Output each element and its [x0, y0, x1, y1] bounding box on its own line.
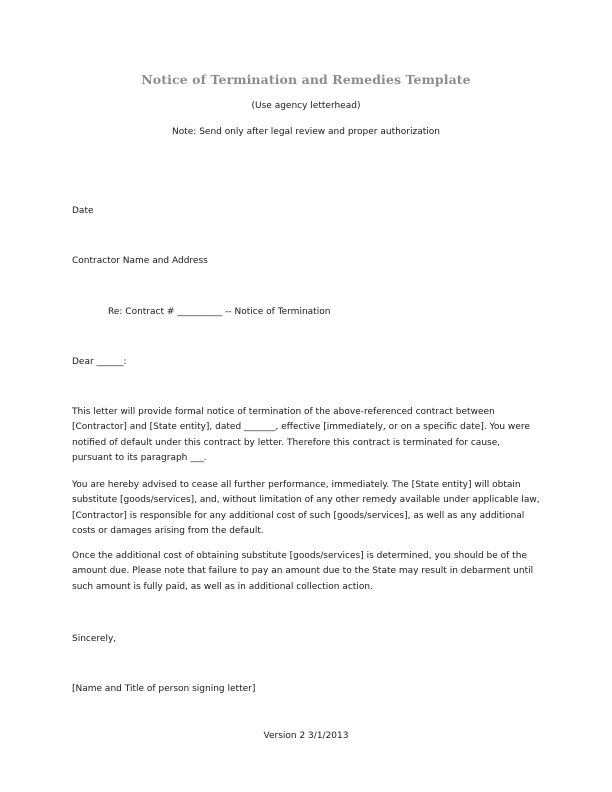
- termination-paragraph: [72, 405, 542, 466]
- paragraph-line: This letter will provide formal notice of termination of the above-referenced contract between: [72, 407, 495, 417]
- closing: Sincerely,: [72, 634, 117, 644]
- paragraph-line: costs or damages arising from the default.: [72, 525, 264, 536]
- signer-name-title: [Name and Title of person signing letter]: [72, 684, 256, 694]
- paragraph-line: substitute [goods/services], and, without limitation of any other remedy available under applicable law,: [72, 495, 540, 506]
- paragraph-line: such amount is fully paid, as well as in additional collection action.: [72, 581, 373, 592]
- paragraph-line: You are hereby advised to cease all further performance, immediately. The [State entity] will obtain: [72, 480, 521, 490]
- contractor-address-label: Contractor Name and Address: [72, 256, 208, 266]
- re-contract-line: Re: Contract # __________ -- Notice of Termination: [108, 307, 331, 317]
- paragraph-line: pursuant to its paragraph ___.: [72, 452, 207, 463]
- additional-cost-paragraph: [72, 549, 542, 595]
- letterhead-instruction: (Use agency letterhead): [251, 101, 361, 111]
- legal-review-note: Note: Send only after legal review and proper authorization: [172, 127, 440, 137]
- paragraph-line: [Contractor] and [State entity], dated _______, effective [immediately, or on a specific date]. You were: [72, 422, 530, 433]
- paragraph-line: notified of default under this contract by letter. Therefore this contract is terminated for cause,: [72, 437, 501, 448]
- version-footer: Version 2 3/1/2013: [263, 731, 349, 741]
- paragraph-line: [Contractor] is responsible for any additional cost of such [goods/services], as well as any additional: [72, 510, 525, 521]
- paragraph-line: Once the additional cost of obtaining substitute [goods/services] is determined, you should be of the: [72, 551, 527, 561]
- cease-performance-paragraph: [72, 478, 542, 539]
- paragraph-line: amount due. Please note that failure to pay an amount due to the State may result in debarment until: [72, 566, 534, 577]
- salutation: Dear ______:: [72, 357, 127, 367]
- document-title: Notice of Termination and Remedies Template: [141, 72, 471, 87]
- date-label: Date: [72, 206, 94, 216]
